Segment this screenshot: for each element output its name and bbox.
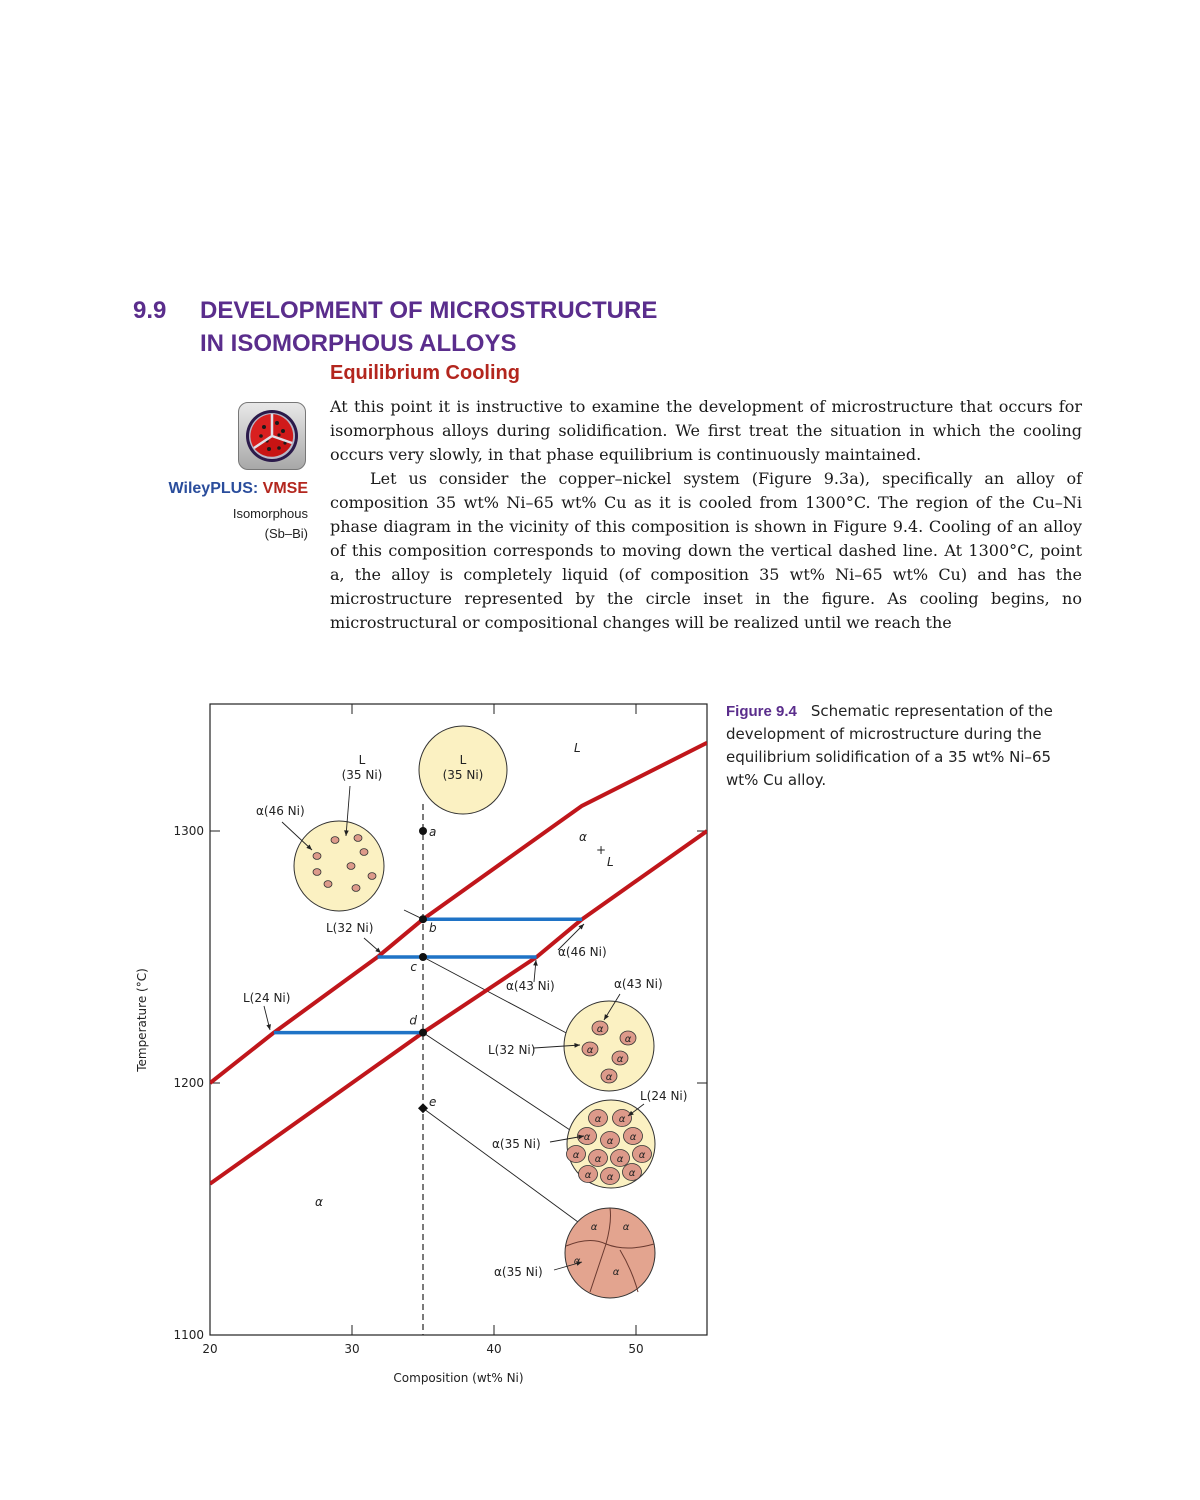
- x-tick-label: 50: [628, 1342, 644, 1356]
- y-axis-label: Temperature (°C): [135, 968, 149, 1072]
- point-label-e: e: [429, 1095, 437, 1110]
- inset-connector: [423, 957, 572, 1036]
- alpha-grain-b: [313, 853, 321, 860]
- annotation-label: α(46 Ni): [256, 804, 305, 818]
- alpha-grain-label-d: α: [594, 1114, 602, 1125]
- alpha-grain-label-d: α: [616, 1154, 624, 1165]
- section-number: 9.9: [133, 297, 167, 324]
- annotation-label: α(43 Ni): [506, 979, 555, 993]
- annotation-label: L: [459, 753, 467, 767]
- annotation-label: (35 Ni): [341, 768, 383, 782]
- alpha-grain-label-d: α: [584, 1170, 592, 1181]
- inset-circle-b: [294, 821, 384, 911]
- figure-caption-text: Schematic representation of the development of microstructure during the equilibrium solidification of a 35 wt% Ni–65 wt% Cu alloy.: [726, 702, 1053, 789]
- annotation-label: L(24 Ni): [640, 1089, 688, 1103]
- point-label-d: d: [409, 1013, 417, 1028]
- x-tick-label: 30: [344, 1342, 360, 1356]
- paragraph-2: Let us consider the copper–nickel system (Figure 9.3a), specifically an alloy of composition 35 wt% Ni–65 wt% Cu as it is cooled from 1300°C. The region of the Cu–Ni phase diagram in the vicinity of this composition is shown in Figure 9.4. Cooling of an alloy of this composition corresponds to moving down the vertical dashed line. At 1300°C, point a, the alloy is completely liquid (of composition 35 wt% Ni–65 wt% Cu) and has the microstructure represented by the circle inset in the figure. As cooling begins, no microstructural or compositional changes will be realized until we reach the: [330, 469, 1082, 632]
- alpha-grain-label-c: α: [624, 1034, 632, 1045]
- annotation-label: (35 Ni): [442, 768, 484, 782]
- point-marker-d: [419, 1029, 427, 1037]
- alpha-grain-b: [354, 835, 362, 842]
- region-label-two-phase-plus: +: [596, 843, 607, 857]
- alpha-grain-b: [324, 881, 332, 888]
- alpha-grain-label-c: α: [605, 1072, 613, 1083]
- x-axis-label: Composition (wt% Ni): [393, 1371, 524, 1385]
- annotation-label: L(32 Ni): [488, 1043, 536, 1057]
- inset-connector: [423, 1108, 578, 1222]
- y-tick-label: 1100: [173, 1328, 204, 1342]
- annotation-label: L(32 Ni): [326, 921, 374, 935]
- point-marker-c: [419, 953, 427, 961]
- subheading: Equilibrium Cooling: [330, 362, 520, 384]
- figure-label: Figure 9.4: [726, 703, 797, 720]
- point-label-a: a: [429, 825, 437, 839]
- y-tick-label: 1200: [173, 1076, 204, 1090]
- alpha-grain-label-d: α: [638, 1150, 646, 1161]
- point-label-b: b: [429, 921, 437, 936]
- alpha-grain-b: [331, 837, 339, 844]
- annotation-label: α(46 Ni): [558, 945, 607, 959]
- vmse-topic-name: Isomorphous: [232, 506, 308, 521]
- alpha-grain-label-e: α: [612, 1267, 620, 1278]
- alpha-grain-label-d: α: [628, 1168, 636, 1179]
- alpha-grain-b: [347, 863, 355, 870]
- annotation-label: α(43 Ni): [614, 977, 663, 991]
- alpha-grain-label-d: α: [629, 1132, 637, 1143]
- x-tick-label: 20: [202, 1342, 218, 1356]
- alpha-grain-label-c: α: [616, 1054, 624, 1065]
- alpha-grain-label-d: α: [594, 1154, 602, 1165]
- vmse-label: VMSE: [262, 480, 308, 497]
- annotation-label: L: [358, 753, 366, 767]
- vmse-topic-system: (Sb–Bi): [264, 526, 308, 541]
- alpha-grain-label-e: α: [573, 1256, 581, 1267]
- alpha-grain-label-d: α: [606, 1172, 614, 1183]
- annotation-arrowhead: [266, 1024, 271, 1030]
- alpha-grain-label-d: α: [618, 1114, 626, 1125]
- point-marker-b: [419, 915, 427, 923]
- section-title-line1: DEVELOPMENT OF MICROSTRUCTURE: [200, 297, 658, 324]
- alpha-grain-label-d: α: [583, 1132, 591, 1143]
- paragraph-1: At this point it is instructive to examine the development of microstructure that occurs for isomorphous alloys during solidification. We first treat the situation in which the cooling occurs very slowly, in that phase equilibrium is continuously maintained.: [330, 397, 1082, 464]
- alpha-grain-label-e: α: [590, 1222, 598, 1233]
- region-label-solid-alpha: α: [315, 1195, 323, 1209]
- region-label-liquid: L: [574, 741, 581, 755]
- alpha-grain-label-d: α: [606, 1136, 614, 1147]
- point-label-c: c: [410, 960, 417, 974]
- alpha-grain-label-c: α: [586, 1045, 594, 1056]
- alpha-grain-b: [368, 873, 376, 880]
- annotation-label: α(35 Ni): [494, 1265, 543, 1279]
- section-title-line2: IN ISOMORPHOUS ALLOYS: [200, 330, 517, 357]
- annotation-label: α(35 Ni): [492, 1137, 541, 1151]
- alpha-grain-label-d: α: [572, 1150, 580, 1161]
- alpha-grain-b: [313, 869, 321, 876]
- x-tick-label: 40: [486, 1342, 502, 1356]
- alpha-grain-b: [352, 885, 360, 892]
- y-tick-label: 1300: [173, 824, 204, 838]
- region-label-two-phase-alpha: α: [579, 830, 587, 844]
- alpha-grain-label-e: α: [622, 1222, 630, 1233]
- wileyplus-brand: WileyPLUS:: [168, 480, 259, 497]
- alpha-grain-label-c: α: [596, 1024, 604, 1035]
- point-marker-e: [418, 1103, 428, 1113]
- alpha-grain-b: [360, 849, 368, 856]
- point-marker-a: [419, 827, 427, 835]
- region-label-two-phase-liquid: L: [607, 855, 614, 869]
- annotation-label: L(24 Ni): [243, 991, 291, 1005]
